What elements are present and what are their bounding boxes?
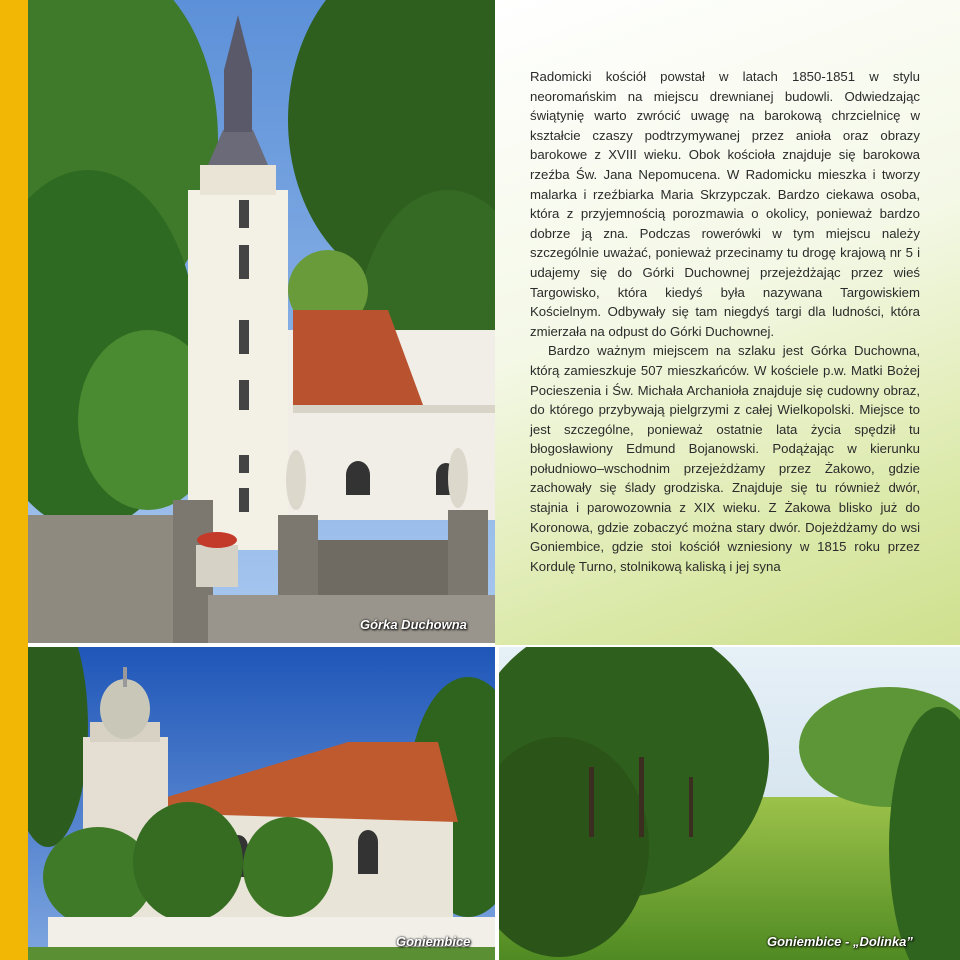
paragraph-1: Radomicki kościół powstał w latach 1850-1851 w stylu neoromańskim na miejscu drewnianej budowli. Odwiedzając świątynię warto zwrócić uwagę na barokową chrzcielnicę w kształcie czaszy podtrzymywanej przez anioła oraz obrazy barokowe z XVIII wieku. Obok kościoła znajduje się barokowa rzeźba Św. Jana Nepomucena. W Radomicku mieszka i tworzy malarka i rzeźbiarka Maria Skrzypczak. Bardzo ciekawa osoba, która z przyjemnością porozmawia o okolicy, ponieważ bardzo dobrze ją zna. Podczas rowerówki w tym miejscu należy szczególnie uważać, ponieważ przecinamy tu drogę krajową nr 5 i udajemy się do Górki Duchownej przejeżdżając przez wieś Targowisko, która kiedyś była nazywana Targowiskiem Kościelnym. Odbywały się tam niegdyś targi dla ludności, która zmierzała na odpust do Górki Duchownej. <box>530 69 920 339</box>
photo-goniembice <box>28 647 495 960</box>
paragraph-2: Bardzo ważnym miejscem na szlaku jest Górka Duchowna, którą zamieszkuje 507 mieszkańców. W kościele p.w. Matki Bożej Pocieszenia i Św. Michała Archanioła znajduje się cudowny obraz, do którego przybywają pielgrzymi z całej Wielkopolski. Miejsce to jest szczególne, ponieważ ostatnie lata życia spędził tu błogosławiony Edmund Bojanowski. Podążając w kierunku południowo–wschodnim przejeżdżamy przez Żakowo, gdzie zachowały się ślady grodziska. Znajduje się tu również dwór, stajnia i parowozownia z XIX wieku. Z Żakowa blisko już do Koronowa, gdzie zobaczyć można stary dwór. Dojeżdżamy do wsi Goniembice, gdzie stoi kościół wzniesiony w 1815 roku przez Kordulę Turno, stolnikową kaliską i jej syna <box>530 343 920 574</box>
caption-dolinka: Goniembice - „Dolinka” <box>767 934 913 949</box>
photo-gorka-duchowna <box>28 0 495 643</box>
caption-gorka-duchowna: Górka Duchowna <box>360 617 467 632</box>
photo-dolinka <box>499 647 960 960</box>
accent-strip <box>0 0 28 960</box>
article-text <box>530 67 920 576</box>
caption-goniembice: Goniembice <box>396 934 471 949</box>
